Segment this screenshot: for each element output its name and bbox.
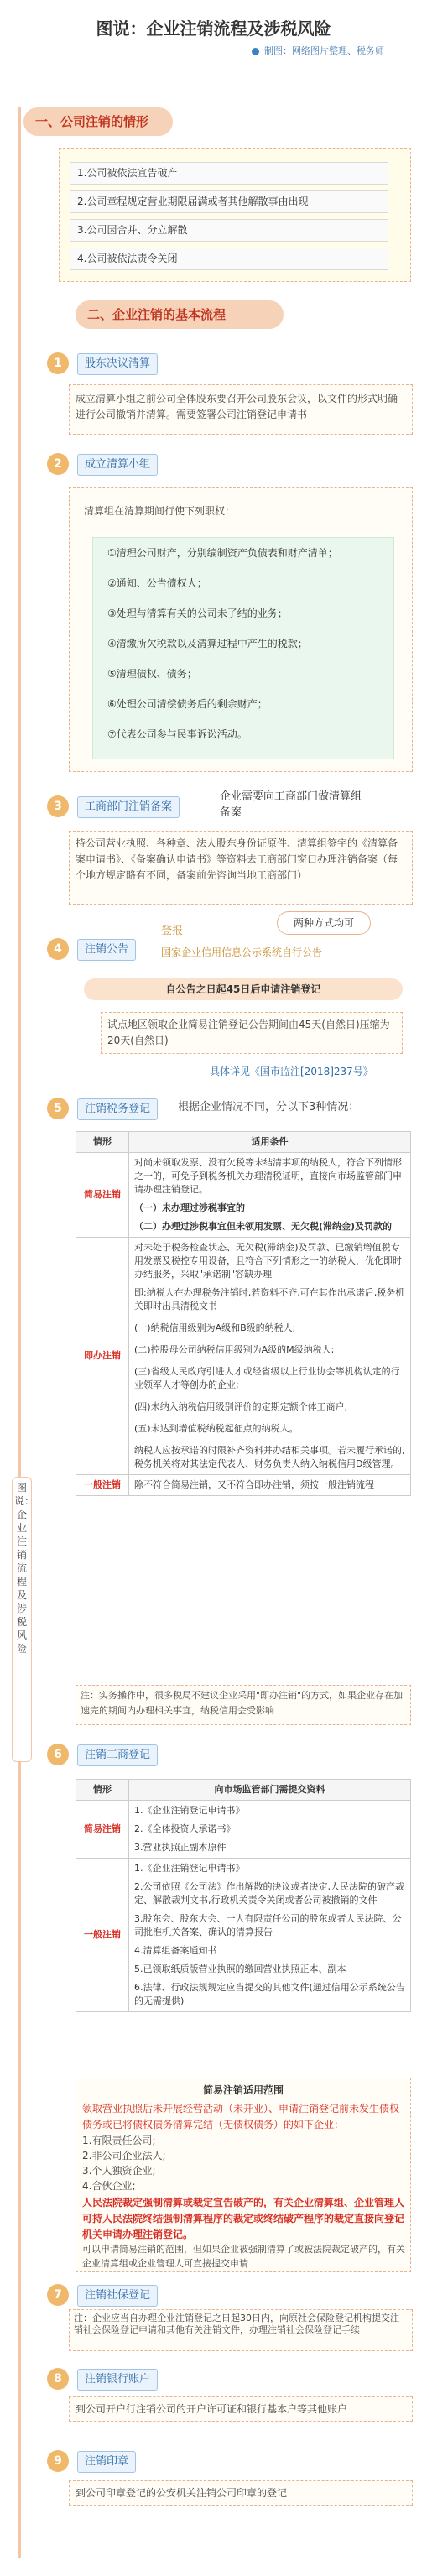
scope-list-item: 3.个人独资企业; <box>82 2165 156 2177</box>
page-title: 图说：企业注销流程及涉税风险 <box>96 18 331 39</box>
tax-cat: 一般注销 <box>76 1475 129 1496</box>
step-label: 注销印章 <box>77 2451 136 2473</box>
biz-table <box>76 1779 411 2012</box>
step-number: 6 <box>47 1744 69 1765</box>
step-number: 3 <box>47 795 69 817</box>
duty-item: ①清理公司财产，分别编制资产负债表和财产清单； <box>107 547 338 559</box>
step7-text: 注：企业应当自办理企业注销登记之日起30日内，向原社会保险登记机构提交注销社会保险登记申请和其他有关注销文件，办理注销社会保险登记手续 <box>74 2313 399 2335</box>
case-item: 1.公司被依法宣告破产 <box>70 162 388 185</box>
step3-note: 企业需要向工商部门做清算组备案 <box>220 790 362 819</box>
way2: 国家企业信用信息公示系统自行公告 <box>161 946 323 958</box>
way1: 登报 <box>161 925 184 937</box>
step-label: 工商部门注销备案 <box>77 796 180 818</box>
step1-text: 成立清算小组之前公司全体股东要召开公司股东会议，以文件的形式明确进行公司撤销并清算。需要签署公司注销登记申请书 <box>76 393 398 420</box>
duty-item: ⑥处理公司清偿债务后的剩余财产； <box>107 698 268 710</box>
step-number: 4 <box>47 938 69 960</box>
section1-heading: 一、公司注销的情形 <box>23 107 173 136</box>
biz-item: 6.法律、行政法规规定应当提交的其他文件(通过信用公示系统公告的无需提供) <box>134 1982 405 2006</box>
section1-box <box>59 148 411 282</box>
tax-cond: 除不符合简易注销，又不符合即办注销，须按一般注销流程 <box>134 1479 374 1490</box>
tax-cond: （二）办理过涉税事宜但未领用发票、无欠税(滞纳金)及罚款的 <box>134 1221 393 1232</box>
tax-cell <box>129 1475 411 1496</box>
biz-item: 4.清算组备案通知书 <box>134 1945 217 1956</box>
biz-cell <box>129 1859 411 2012</box>
biz-item: 1.《企业注销登记申请书》 <box>134 1863 245 1874</box>
step-number: 5 <box>47 1098 69 1119</box>
tax-cond: (三)省级人民政府引进人才或经省级以上行业协会等机构认定的行业领军人才等创办的企业; <box>134 1366 400 1390</box>
biz-cat: 一般注销 <box>76 1859 129 2012</box>
step9-text: 到公司印章登记的公安机关注销公司印章的登记 <box>76 2487 288 2499</box>
scope-list-item: 1.有限责任公司; <box>82 2135 156 2146</box>
tax-cell <box>129 1153 411 1238</box>
biz-item: 5.已领取纸质版营业执照的缴回营业执照正本、副本 <box>134 1963 346 1974</box>
tax-cat: 简易注销 <box>76 1153 129 1238</box>
tax-cond: (一)纳税信用级别为A级和B级的纳税人; <box>134 1322 296 1333</box>
step-number: 8 <box>47 2368 69 2390</box>
case-item: 2.公司章程规定营业期限届满或者其他解散事由出现 <box>70 190 388 213</box>
step-number: 2 <box>47 453 69 475</box>
sidebar-label: 图说：企业注销流程及涉税风险 <box>12 1477 32 1762</box>
tax-cond: 对未处于税务检查状态、无欠税(滞纳金)及罚款、已缴销增值税专用发票及税控专用设备，且符合下列情形之一的纳税人，优化即时办结服务，采取"承诺制"容缺办理 <box>134 1242 402 1280</box>
byline <box>252 44 384 57</box>
step-label: 注销银行账户 <box>77 2369 158 2391</box>
tax-col2: 适用条件 <box>129 1132 411 1153</box>
tax-note: 注：实务操作中，很多税局不建议企业采用"即办注销"的方式，如果企业存在加速完的期间内办理相关事宜，纳税信用会受影响 <box>81 1690 404 1716</box>
scope-text1: 领取营业执照后未开展经营活动（未开业）、申请注销登记前未发生债权债务或已将债权债务清算完结（无债权债务）的如下企业： <box>82 2103 400 2130</box>
simple-text: 试点地区领取企业简易注销登记公告期间由45天(自然日)压缩为20天(自然日) <box>107 1019 390 1046</box>
section2-heading: 二、企业注销的基本流程 <box>76 300 284 329</box>
step-label: 注销社保登记 <box>77 2285 158 2307</box>
tax-cond: (五)未达到增值税纳税起征点的纳税人。 <box>134 1423 299 1434</box>
tax-cat: 即办注销 <box>76 1238 129 1475</box>
tax-col1: 情形 <box>76 1132 129 1153</box>
step8-text: 到公司开户行注销公司的开户许可证和银行基本户等其他账户 <box>76 2403 348 2415</box>
step5-note: 根据企业情况不同，分以下3种情况： <box>178 1101 360 1113</box>
tax-cond: 纳税人应按承诺的时限补齐资料并办结相关事项。若未履行承诺的,税务机关将对其法定代表人、财务负责人纳入纳税信用D级管理。 <box>134 1445 405 1469</box>
tax-cond: (二)控股母公司纳税信用级别为A级的M级纳税人; <box>134 1344 335 1355</box>
step-label: 成立清算小组 <box>77 454 158 476</box>
biz-col1: 情形 <box>76 1780 129 1801</box>
timeline-line <box>18 107 21 2558</box>
tax-cell <box>129 1238 411 1475</box>
biz-item: 3.股东会、股东大会、一人有限责任公司的股东或者人民法院、公司批准机关备案、确认的清算报告 <box>134 1913 402 1937</box>
scope-heading: 简易注销适用范围 <box>202 2084 284 2096</box>
tax-cond: (四)未纳入纳税信用级别评价的定期定额个体工商户; <box>134 1401 348 1412</box>
scope-list-item: 4.合伙企业; <box>82 2180 136 2192</box>
step-number: 9 <box>47 2450 69 2472</box>
biz-cat: 简易注销 <box>76 1801 129 1859</box>
biz-cell <box>129 1801 411 1859</box>
after-pill: 自公告之日起45日后申请注销登记 <box>84 978 403 1000</box>
tax-cond: （一）未办理过涉税事宜的 <box>134 1202 245 1213</box>
author-dot-icon <box>252 48 259 55</box>
step3-text: 持公司营业执照、各种章、法人股东身份证原件、清算组签字的《清算备案申请书》、《备案确认申请书》等资料去工商部门窗口办理注销备案（每个地方规定略有不同，备案前先咨询当地工商部门） <box>76 837 398 881</box>
byline-text: 制图：网络图片整理、税务师 <box>264 45 384 56</box>
tax-cond: 对尚未领取发票、没有欠税等未结清事项的纳税人，符合下列情形之一的，可免予到税务机关办理清税证明，直接向市场监管部门申请办理注销登记。 <box>134 1157 402 1195</box>
step-label: 注销工商登记 <box>77 1744 158 1766</box>
scope-text3: 可以申请简易注销的范围，但如果企业被强制清算了或被法院裁定破产的，有关企业清算组或企业管理人可直接提交申请 <box>82 2244 405 2269</box>
step2-text: 清算组在清算期间行使下列职权： <box>84 505 236 517</box>
biz-col2: 向市场监管部门需提交资料 <box>129 1780 411 1801</box>
step-number: 7 <box>47 2284 69 2306</box>
duty-item: ④清缴所欠税款以及清算过程中产生的税款； <box>107 638 308 649</box>
biz-item: 3.营业执照正副本原件 <box>134 1842 227 1853</box>
tax-table <box>76 1131 411 1496</box>
step-number: 1 <box>47 352 69 374</box>
ref-text: 具体详见《国市监注[2018]237号》 <box>210 1066 373 1077</box>
biz-item: 2.公司依照《公司法》作出解散的决议或者决定,人民法院的破产裁定、解散裁判文书,行政机关责令关闭或者公司被撤销的文件 <box>134 1881 404 1906</box>
biz-item: 1.《企业注销登记申请书》 <box>134 1805 245 1816</box>
scope-text2: 人民法院裁定强制清算或裁定宣告破产的，有关企业清算组、企业管理人可持人民法院终结强制清算程序的裁定或终结破产程序的裁定直接向登记机关申请办理注销登记。 <box>82 2197 405 2240</box>
step-label: 注销公告 <box>77 939 136 961</box>
case-item: 4.公司被依法责令关闭 <box>70 248 388 270</box>
step-label: 股东决议清算 <box>77 353 158 375</box>
biz-item: 2.《全体投资人承诺书》 <box>134 1823 236 1834</box>
step-label: 注销税务登记 <box>77 1098 158 1120</box>
scope-list-item: 2.非公司企业法人; <box>82 2150 166 2161</box>
duty-item: ⑦代表公司参与民事诉讼活动。 <box>107 728 247 740</box>
tax-cond: 即:纳税人在办理税务注销时,若资料不齐,可在其作出承诺后,税务机关即时出具清税文书 <box>134 1287 405 1311</box>
ways-pill: 两种方式均可 <box>277 911 371 935</box>
duty-item: ②通知、公告债权人； <box>107 577 207 589</box>
duty-item: ⑤清理债权、债务； <box>107 668 197 680</box>
duty-item: ③处理与清算有关的公司未了结的业务； <box>107 607 288 619</box>
case-item: 3.公司因合并、分立解散 <box>70 219 388 242</box>
